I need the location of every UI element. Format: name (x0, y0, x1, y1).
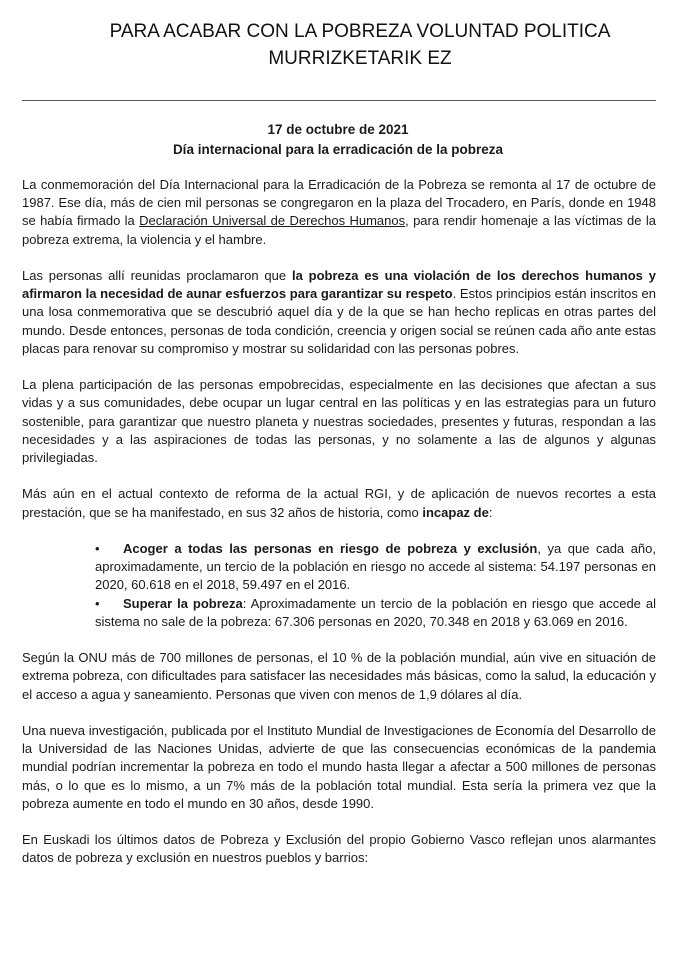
horizontal-rule (22, 100, 656, 101)
bullet-list (22, 540, 656, 631)
list-item (95, 595, 656, 631)
bold-statement: la pobreza es una violación de los derechos humanos y afirmaron la necesidad de aunar esfuerzos para garantizar su respeto (22, 268, 656, 302)
declaration-link[interactable]: Declaración Universal de Derechos Humanos (139, 213, 406, 229)
paragraph-onu: Según la ONU más de 700 millones de personas, el 10 % de la población mundial, aún vive en situación de extrema pobreza, con dificultades para satisfacer las necesidades más básicas, como la salud, la educación y el acceso a agua y saneamiento. Personas que viven con menos de 1,9 dólares al día. (22, 650, 656, 702)
title-line-2: MURRIZKETARIK EZ (268, 48, 452, 69)
paragraph-text: . Estos principios están inscritos en una losa conmemorativa que se descubrió aquel día y de la que se han hecho replicas en otras partes del mundo. Desde entonces, personas de toda condición, creencia y origen social se reúnen cada año ante estas placas para renovar su compromiso y mostrar su solidaridad con las personas pobres. (22, 286, 656, 356)
paragraph-rgi-context (22, 485, 656, 521)
date-block (0, 120, 676, 160)
paragraph-text: Más aún en el actual contexto de reforma de la actual RGI, y de aplicación de nuevos recortes a esta prestación, que se ha manifestado, en sus 32 años de historia, como (22, 486, 656, 520)
bullet-icon: • (95, 541, 100, 556)
document-body (22, 176, 656, 886)
bold-incapaz: incapaz de (422, 504, 489, 520)
paragraph-proclamation (22, 267, 656, 358)
document-title (60, 18, 660, 72)
paragraph-research: Una nueva investigación, publicada por el Instituto Mundial de Investigaciones de Economía del Desarrollo de la Universidad de las Naciones Unidas, advierte de que las consecuencias económicas de la pandemia mundial podrían incrementar la pobreza en todo el mundo hasta llegar a afectar a 500 millones de personas más, o lo que es lo mismo, a un 7% más de la población total mundial. Esta sería la primera vez que la pobreza aumente en todo el mundo en 30 años, desde 1990. (22, 723, 656, 811)
title-line-1: PARA ACABAR CON LA POBREZA VOLUNTAD POLITICA (109, 21, 611, 42)
bullet-heading: Acoger a todas las personas en riesgo de pobreza y exclusión (123, 541, 538, 556)
paragraph-text: : (488, 504, 493, 520)
event-subtitle: Día internacional para la erradicación de la pobreza (172, 142, 504, 157)
list-item (95, 540, 656, 595)
paragraph-history (22, 176, 656, 249)
bullet-heading: Superar la pobreza (123, 595, 243, 611)
paragraph-euskadi: En Euskadi los últimos datos de Pobreza y Exclusión del propio Gobierno Vasco reflejan unos alarmantes datos de pobreza y exclusión en nuestros pueblos y barrios: (22, 832, 656, 866)
bullet-icon: • (95, 595, 100, 611)
paragraph-text: La conmemoración del Día Internacional para la Erradicación de la Pobreza se remonta al 17 de octubre de 1987. Ese día, más de cien mil personas se congregaron en la plaza del Trocadero, en París, donde en 1948 se había firmado la (22, 177, 656, 229)
event-date: 17 de octubre de 2021 (267, 122, 409, 137)
bullet-text: : Aproximadamente un tercio de la población en riesgo que accede al sistema no sale de la pobreza: 67.306 personas en 2020, 70.348 en 2018 y 63.069 en 2016. (95, 595, 657, 629)
paragraph-text: Las personas allí reunidas proclamaron que (22, 268, 292, 283)
paragraph-participation: La plena participación de las personas empobrecidas, especialmente en las decisiones que afectan a sus vidas y a sus comunidades, debe ocupar un lugar central en las políticas y en las estrategias para un futuro sostenible, para garantizar que nuestro planeta y nuestras sociedades, presentes y futuras, respondan a las necesidades y a las aspiraciones de todas las personas, y no solamente a las de algunos y algunas privilegiadas. (22, 377, 656, 466)
bullet-text: , ya que cada año, aproximadamente, un tercio de la población en riesgo no accede al sistema: 54.197 personas en 2020, 60.618 en el 2018, 59.497 en el 2016. (95, 541, 656, 593)
paragraph-text: , para rendir homenaje a las víctimas de la pobreza extrema, la violencia y el hambre. (22, 213, 656, 247)
